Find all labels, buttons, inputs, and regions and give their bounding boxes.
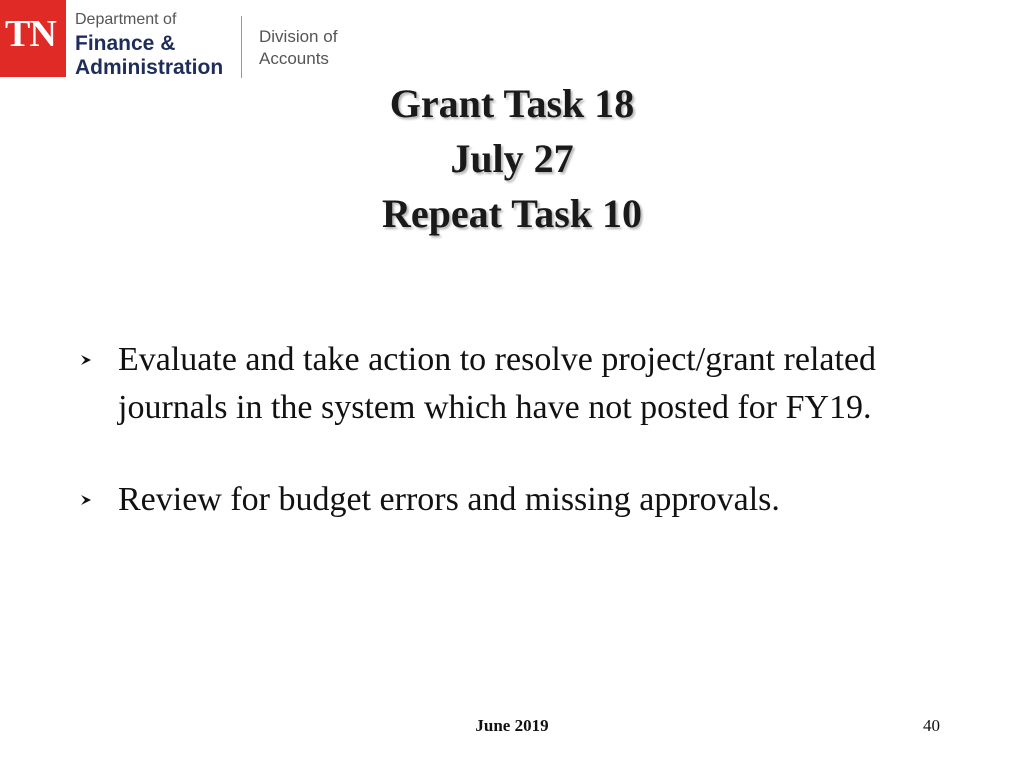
page-number: 40 (923, 716, 940, 735)
title-line-task: Grant Task 18 (389, 81, 635, 126)
tn-logo-box (0, 0, 66, 77)
logo-divider (241, 16, 242, 78)
bullet-item (76, 476, 936, 524)
department-label: Department of (75, 11, 177, 28)
bullet-text: Evaluate and take action to resolve project/grant related journals in the system which have not posted for FY19. (118, 341, 877, 426)
footer-date: June 2019 (475, 716, 549, 735)
department-name-line2: Administration (75, 56, 224, 79)
bullet-item (76, 336, 936, 432)
bullet-list (76, 336, 936, 524)
arrow-bullet-icon (80, 494, 92, 506)
bullet-text: Review for budget errors and missing approvals. (118, 481, 780, 518)
tn-logo-text: TN (5, 13, 56, 55)
arrow-bullet-icon (80, 354, 92, 366)
department-name-line1: Finance & (75, 32, 176, 55)
division-label: Division of (259, 27, 338, 46)
title-line-date: July 27 (450, 136, 574, 181)
division-name: Accounts (259, 49, 329, 68)
title-line-repeat: Repeat Task 10 (381, 191, 643, 236)
tn-finance-logo (0, 0, 345, 80)
slide-title (262, 76, 762, 241)
